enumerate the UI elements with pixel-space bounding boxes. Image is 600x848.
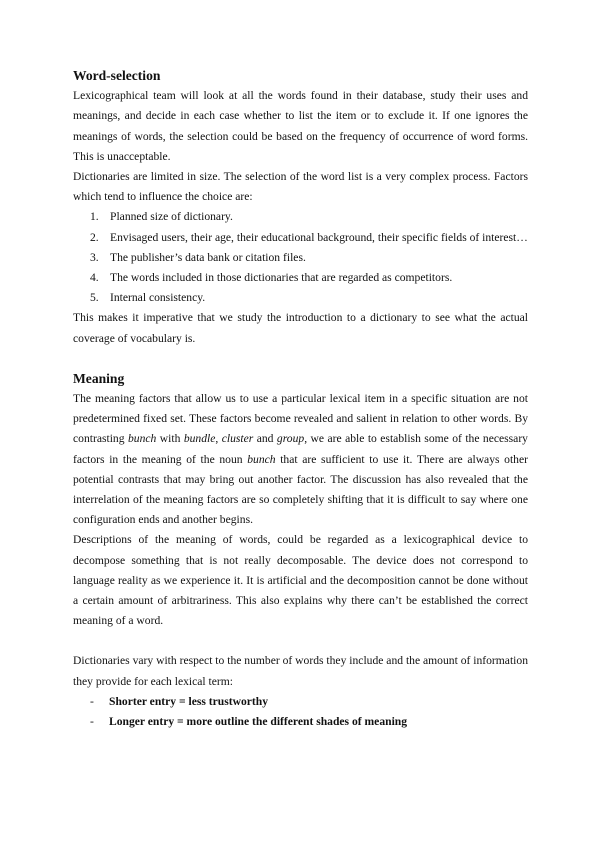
section-gap bbox=[73, 349, 528, 369]
dash-bullet: - bbox=[90, 694, 94, 708]
list-number: 1. bbox=[90, 210, 99, 224]
list-item-text: Planned size of dictionary. bbox=[110, 210, 233, 224]
list-number: 3. bbox=[90, 250, 99, 264]
list-item-text: Shorter entry = less trustworthy bbox=[109, 694, 269, 708]
meaning-paragraph-2: Descriptions of the meaning of words, could be regarded as a lexicographical device to decompose something that is not really decomposable. The device does not correspond to language reality as we experience it. It is artificial and the decomposition cannot be done without a certain amount of arbitrariness. This also explains why there can’t be established the correct meaning of a word. bbox=[73, 533, 528, 628]
meaning-heading: Meaning bbox=[73, 370, 125, 386]
list-item bbox=[90, 248, 528, 268]
italic-term: bundle bbox=[183, 432, 216, 446]
word-selection-paragraph-3: This makes it imperative that we study the introduction to a dictionary to see what the actual coverage of vocabulary is. bbox=[73, 311, 528, 345]
list-item-text: Envisaged users, their age, their educational background, their specific fields of interest… bbox=[110, 230, 528, 244]
list-item-text: Internal consistency. bbox=[110, 291, 206, 305]
list-number: 5. bbox=[90, 291, 99, 305]
italic-term: group bbox=[276, 432, 305, 446]
word-selection-paragraph-1: Lexicographical team will look at all the words found in their database, study their uses and meanings, and decide in each case whether to list the item or to exclude it. If one ignores the meanings of words, the selection could be based on the frequency of occurrence of word forms. This is unacceptable. bbox=[73, 89, 528, 163]
list-item bbox=[90, 207, 528, 227]
section-gap bbox=[73, 631, 528, 651]
dash-bullet: - bbox=[90, 715, 94, 729]
dictionaries-paragraph: Dictionaries vary with respect to the number of words they include and the amount of information they provide for each lexical term: bbox=[73, 654, 528, 688]
italic-term: cluster bbox=[221, 432, 254, 446]
list-number: 4. bbox=[90, 271, 99, 285]
list-item-text: Longer entry = more outline the different shades of meaning bbox=[109, 715, 408, 729]
word-selection-heading: Word-selection bbox=[73, 68, 161, 83]
word-selection-paragraph-2: Dictionaries are limited in size. The selection of the word list is a very complex process. Factors which tend to influence the choice are: bbox=[73, 170, 528, 204]
factors-list bbox=[73, 207, 528, 308]
list-item bbox=[90, 288, 528, 308]
list-item-text: The words included in those dictionaries that are regarded as competitors. bbox=[110, 271, 453, 285]
list-item bbox=[90, 712, 528, 732]
italic-term: bunch bbox=[127, 432, 157, 446]
list-number: 2. bbox=[90, 230, 99, 244]
italic-term: bunch bbox=[247, 452, 276, 466]
list-item bbox=[90, 692, 528, 712]
list-item bbox=[90, 228, 528, 248]
meaning-paragraph-1: The meaning factors that allow us to use a particular lexical item in a specific situation are not predetermined fixed set. These factors become revealed and salient in relation to other words. By contrasting bunch with bundle, cluster and group, we are able to establish some of the necessary factors in the meaning of the noun bunch that are sufficient to use it. There are always other potential contrasts that may bring out another factor. The discussion has also revealed that the interrelation of the meaning factors are so completely shifting that it is difficult to say where one configuration ends and another begins. bbox=[73, 392, 528, 527]
list-item-text: The publisher’s data bank or citation files. bbox=[110, 250, 306, 264]
list-item bbox=[90, 268, 528, 288]
entry-length-list bbox=[73, 692, 528, 732]
